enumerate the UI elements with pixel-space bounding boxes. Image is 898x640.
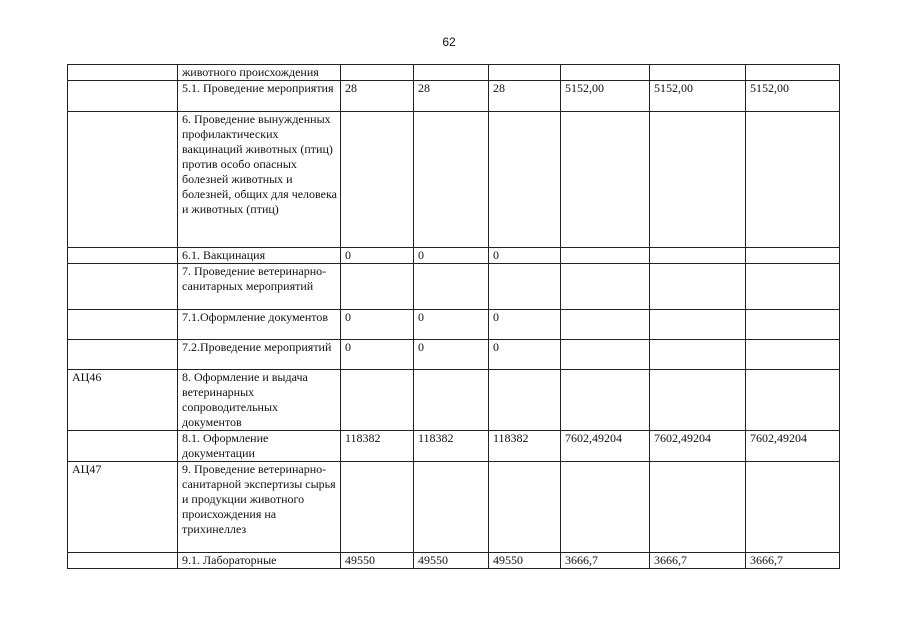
cell-value <box>650 264 746 310</box>
cell-value <box>489 65 561 81</box>
row-code <box>68 112 178 248</box>
cell-value <box>746 65 840 81</box>
cell-value <box>561 65 650 81</box>
cell-value: 7602,49204 <box>561 431 650 462</box>
cell-value: 0 <box>341 248 414 264</box>
cell-value: 49550 <box>414 553 489 569</box>
row-code <box>68 553 178 569</box>
cell-value <box>561 370 650 431</box>
row-code <box>68 340 178 370</box>
cell-value: 0 <box>489 248 561 264</box>
cell-value <box>341 112 414 248</box>
cell-value <box>561 112 650 248</box>
cell-value <box>561 310 650 340</box>
table-row <box>68 310 840 340</box>
row-code <box>68 431 178 462</box>
services-table <box>67 64 840 569</box>
cell-value: 0 <box>414 248 489 264</box>
row-code: АЦ46 <box>68 370 178 431</box>
cell-value <box>489 462 561 553</box>
row-code <box>68 264 178 310</box>
table-row <box>68 431 840 462</box>
table-row <box>68 81 840 112</box>
row-name: 9. Проведение ветеринарно-санитарной экспертизы сырья и продукции животного происхождения на трихинеллез <box>178 462 341 553</box>
cell-value <box>650 310 746 340</box>
cell-value: 118382 <box>341 431 414 462</box>
row-name: 6.1. Вакцинация <box>178 248 341 264</box>
row-name: 9.1. Лабораторные <box>178 553 341 569</box>
cell-value <box>414 264 489 310</box>
cell-value <box>650 340 746 370</box>
cell-value: 0 <box>489 340 561 370</box>
cell-value <box>746 462 840 553</box>
row-code <box>68 65 178 81</box>
row-name: животного происхождения <box>178 65 341 81</box>
cell-value <box>746 112 840 248</box>
cell-value <box>746 264 840 310</box>
cell-value <box>341 370 414 431</box>
cell-value: 5152,00 <box>746 81 840 112</box>
cell-value: 3666,7 <box>746 553 840 569</box>
row-name: 7.2.Проведение мероприятий <box>178 340 341 370</box>
cell-value <box>489 370 561 431</box>
table-row <box>68 553 840 569</box>
row-code <box>68 81 178 112</box>
cell-value <box>414 462 489 553</box>
cell-value <box>561 462 650 553</box>
cell-value: 5152,00 <box>650 81 746 112</box>
cell-value <box>650 248 746 264</box>
cell-value: 0 <box>341 310 414 340</box>
cell-value <box>650 112 746 248</box>
cell-value <box>489 112 561 248</box>
cell-value <box>746 370 840 431</box>
row-name: 5.1. Проведение мероприятия <box>178 81 341 112</box>
cell-value <box>561 340 650 370</box>
row-name: 6. Проведение вынужденных профилактических вакцинаций животных (птиц) против особо опасных болезней животных и болезней, общих для человека и животных (птиц) <box>178 112 341 248</box>
cell-value <box>650 65 746 81</box>
table-row <box>68 112 840 248</box>
cell-value: 5152,00 <box>561 81 650 112</box>
cell-value <box>341 65 414 81</box>
cell-value: 0 <box>341 340 414 370</box>
cell-value: 118382 <box>414 431 489 462</box>
cell-value <box>341 462 414 553</box>
cell-value: 7602,49204 <box>650 431 746 462</box>
cell-value: 118382 <box>489 431 561 462</box>
cell-value: 49550 <box>341 553 414 569</box>
row-code <box>68 310 178 340</box>
cell-value: 28 <box>341 81 414 112</box>
cell-value <box>414 65 489 81</box>
cell-value <box>746 310 840 340</box>
cell-value <box>561 248 650 264</box>
row-name: 8.1. Оформление документации <box>178 431 341 462</box>
cell-value <box>341 264 414 310</box>
row-name: 7.1.Оформление документов <box>178 310 341 340</box>
table-row <box>68 65 840 81</box>
cell-value <box>414 370 489 431</box>
cell-value: 0 <box>414 340 489 370</box>
table-row <box>68 248 840 264</box>
cell-value <box>414 112 489 248</box>
cell-value: 28 <box>489 81 561 112</box>
cell-value: 0 <box>489 310 561 340</box>
cell-value: 28 <box>414 81 489 112</box>
row-name: 8. Оформление и выдача ветеринарных сопроводительных документов <box>178 370 341 431</box>
cell-value <box>561 264 650 310</box>
cell-value: 3666,7 <box>650 553 746 569</box>
table-row <box>68 370 840 431</box>
row-name: 7. Проведение ветеринарно-санитарных мероприятий <box>178 264 341 310</box>
cell-value <box>746 340 840 370</box>
cell-value <box>650 462 746 553</box>
cell-value <box>489 264 561 310</box>
row-code <box>68 248 178 264</box>
cell-value: 0 <box>414 310 489 340</box>
table-row <box>68 340 840 370</box>
cell-value <box>650 370 746 431</box>
cell-value <box>746 248 840 264</box>
cell-value: 49550 <box>489 553 561 569</box>
cell-value: 3666,7 <box>561 553 650 569</box>
table-row <box>68 264 840 310</box>
page-number: 62 <box>442 35 456 49</box>
row-code: АЦ47 <box>68 462 178 553</box>
table-row <box>68 462 840 553</box>
cell-value: 7602,49204 <box>746 431 840 462</box>
